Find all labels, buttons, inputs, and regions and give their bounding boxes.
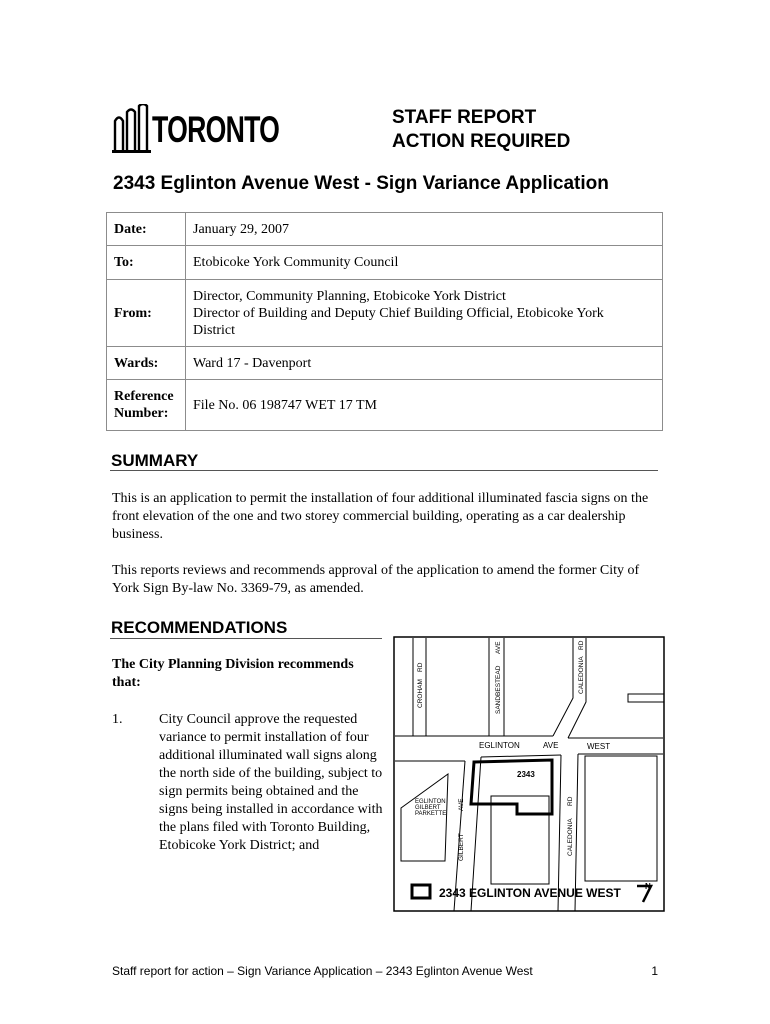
recommendations-intro: The City Planning Division recommends that: <box>112 657 354 690</box>
map-label-caledonia-south-rd: RD <box>567 796 574 806</box>
map-label-eglinton-ave: AVE <box>543 741 559 750</box>
table-row-date <box>107 213 663 246</box>
recommendation-1-number: 1. <box>112 712 123 727</box>
table-row-wards <box>107 347 663 380</box>
map-label-caledonia-north-rd: RD <box>578 640 585 650</box>
reference-value: File No. 06 198747 WET 17 TM <box>186 380 663 431</box>
report-type-line1: STAFF REPORT <box>392 107 537 128</box>
map-label-caledonia-south: CALEDONIA <box>567 818 574 856</box>
from-value <box>186 280 663 347</box>
map-label-croham-rd: RD <box>417 662 424 672</box>
map-label-parkette-1: EGLINTON <box>415 799 446 805</box>
map-label-caledonia-north: CALEDONIA <box>578 656 585 694</box>
from-line1: Director, Community Planning, Etobicoke York District <box>193 288 506 304</box>
report-metadata-table <box>106 212 663 431</box>
city-hall-icon <box>112 104 152 154</box>
map-legend-label: 2343 EGLINTON AVENUE WEST <box>439 886 621 900</box>
from-label: From: <box>107 280 186 347</box>
summary-paragraph-2: This reports reviews and recommends approval of the application to amend the former City of York Sign By-law No. 3369-79, as amended. <box>112 563 640 596</box>
date-label: Date: <box>107 213 186 246</box>
map-label-sandbestead: SANDBESTEAD <box>495 665 502 714</box>
from-line2: Director of Building and Deputy Chief Building Official, Etobicoke York <box>193 305 604 321</box>
to-value: Etobicoke York Community Council <box>186 246 663 280</box>
reference-label-line1: Reference <box>114 389 174 404</box>
map-label-parkette-3: PARKETTE <box>415 811 447 817</box>
recommendations-heading: RECOMMENDATIONS <box>111 618 288 637</box>
from-line3: District <box>193 322 235 338</box>
map-label-croham: CROHAM <box>417 679 424 708</box>
location-map <box>393 636 665 912</box>
reference-label <box>107 380 186 431</box>
map-label-sandbestead-ave: AVE <box>495 641 502 654</box>
page-footer <box>112 964 658 978</box>
date-value: January 29, 2007 <box>186 213 663 246</box>
logo-wordmark: TORONTO <box>152 109 280 150</box>
footer-text: Staff report for action – Sign Variance Application – 2343 Eglinton Avenue West <box>112 964 533 978</box>
to-label: To: <box>107 246 186 280</box>
summary-heading: SUMMARY <box>111 451 199 470</box>
map-label-site-number: 2343 <box>517 770 535 779</box>
page-title: 2343 Eglinton Avenue West - Sign Variance Application <box>113 173 609 194</box>
table-row-from <box>107 280 663 347</box>
recommendations-divider <box>110 638 382 639</box>
north-arrow-label: N <box>645 882 651 891</box>
summary-divider <box>110 470 658 471</box>
map-label-eglinton: EGLINTON <box>479 741 520 750</box>
summary-paragraph-1: This is an application to permit the installation of four additional illuminated fascia signs on the front elevation of the one and two storey commercial building, operating as a car dealership business. <box>112 491 649 542</box>
recommendation-1-text: City Council approve the requested variance to permit installation of four additional illuminated wall signs along the north side of the building, subject to sign permits being obtained and the signs being installed in accordance with the plans filed with Toronto Building, Etobicoke York District; and <box>159 712 383 853</box>
map-label-parkette-2: GILBERT <box>415 805 441 811</box>
map-legend-site-symbol <box>412 885 430 898</box>
map-label-gilbert: GILBERT <box>458 833 465 861</box>
table-row-reference <box>107 380 663 431</box>
city-of-toronto-logo <box>112 104 280 154</box>
table-row-to <box>107 246 663 280</box>
page-number: 1 <box>651 964 658 978</box>
report-type-line2: ACTION REQUIRED <box>392 131 571 152</box>
wards-value: Ward 17 - Davenport <box>186 347 663 380</box>
map-label-gilbert-ave: AVE <box>458 798 465 811</box>
reference-label-line2: Number: <box>114 406 169 421</box>
map-label-eglinton-west: WEST <box>587 742 611 751</box>
wards-label: Wards: <box>107 347 186 380</box>
